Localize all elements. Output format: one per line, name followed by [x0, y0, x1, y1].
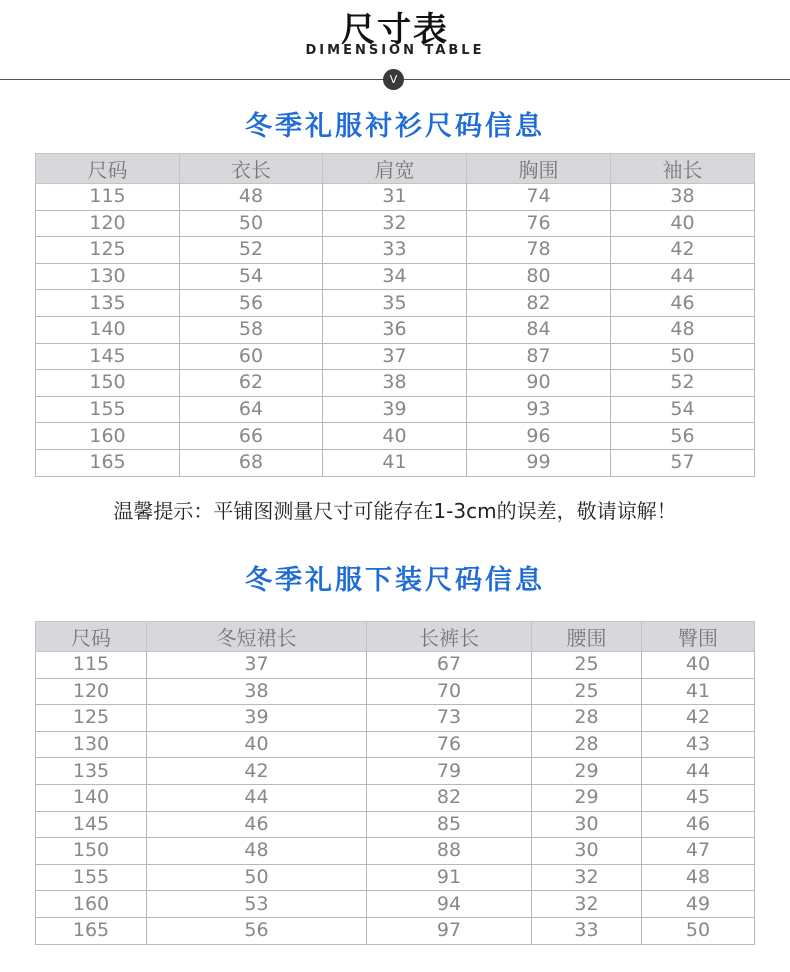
table-cell: 38 [323, 370, 467, 397]
chevron-down-icon: V [383, 69, 404, 90]
column-header: 袖长 [611, 154, 755, 184]
table-row [36, 210, 755, 237]
table-cell: 160 [36, 423, 180, 450]
table-cell: 82 [367, 784, 532, 811]
table-cell: 85 [367, 811, 532, 838]
table-cell: 29 [532, 784, 642, 811]
column-header: 臀围 [642, 622, 755, 652]
table-cell: 30 [532, 811, 642, 838]
table-cell: 50 [180, 210, 323, 237]
column-header: 肩宽 [323, 154, 467, 184]
column-header: 冬短裙长 [147, 622, 367, 652]
table-cell: 52 [611, 370, 755, 397]
table-row [36, 917, 755, 944]
table-cell: 40 [642, 652, 755, 679]
table-cell: 67 [367, 652, 532, 679]
table-cell: 135 [36, 290, 180, 317]
table-cell: 29 [532, 758, 642, 785]
table-cell: 70 [367, 678, 532, 705]
table-row [36, 449, 755, 476]
table-cell: 120 [36, 678, 147, 705]
table-cell: 56 [180, 290, 323, 317]
table-cell: 64 [180, 396, 323, 423]
table-cell: 58 [180, 316, 323, 343]
table-cell: 155 [36, 864, 147, 891]
table-cell: 48 [180, 184, 323, 211]
bottoms-table-body [36, 652, 755, 945]
table-cell: 30 [532, 838, 642, 865]
table-cell: 145 [36, 811, 147, 838]
table-row [36, 678, 755, 705]
table-cell: 44 [147, 784, 367, 811]
table-cell: 41 [642, 678, 755, 705]
table-row [36, 184, 755, 211]
table-cell: 42 [642, 705, 755, 732]
column-header: 腰围 [532, 622, 642, 652]
bottoms-size-table [35, 621, 755, 945]
table-cell: 160 [36, 891, 147, 918]
table-cell: 93 [467, 396, 611, 423]
table-cell: 48 [611, 316, 755, 343]
table-row [36, 864, 755, 891]
table-cell: 38 [611, 184, 755, 211]
table-cell: 82 [467, 290, 611, 317]
table-cell: 48 [147, 838, 367, 865]
table-cell: 31 [323, 184, 467, 211]
table-cell: 96 [467, 423, 611, 450]
table-cell: 46 [642, 811, 755, 838]
table-header-row [36, 154, 755, 184]
column-header: 长裤长 [367, 622, 532, 652]
table-cell: 28 [532, 731, 642, 758]
table-cell: 42 [147, 758, 367, 785]
table-cell: 57 [611, 449, 755, 476]
table-cell: 35 [323, 290, 467, 317]
table-row [36, 237, 755, 264]
table-row [36, 731, 755, 758]
table-cell: 42 [611, 237, 755, 264]
measurement-notice: 温馨提示：平铺图测量尺寸可能存在1-3cm的误差，敬请谅解！ [113, 499, 677, 523]
table-cell: 32 [532, 864, 642, 891]
table-row [36, 838, 755, 865]
table-cell: 125 [36, 705, 147, 732]
table-cell: 60 [180, 343, 323, 370]
table-row [36, 370, 755, 397]
table-cell: 25 [532, 678, 642, 705]
table-cell: 79 [367, 758, 532, 785]
page-subtitle: DIMENSION TABLE [305, 43, 485, 58]
table-cell: 37 [323, 343, 467, 370]
table-cell: 45 [642, 784, 755, 811]
table-cell: 94 [367, 891, 532, 918]
table-cell: 32 [532, 891, 642, 918]
table-cell: 49 [642, 891, 755, 918]
table-cell: 50 [642, 917, 755, 944]
bottoms-section-title: 冬季礼服下装尺码信息 [245, 565, 545, 596]
table-cell: 66 [180, 423, 323, 450]
table-cell: 34 [323, 263, 467, 290]
table-cell: 53 [147, 891, 367, 918]
table-cell: 130 [36, 263, 180, 290]
table-cell: 50 [147, 864, 367, 891]
table-cell: 76 [367, 731, 532, 758]
table-cell: 40 [611, 210, 755, 237]
table-cell: 115 [36, 184, 180, 211]
shirt-table-body [36, 184, 755, 477]
table-cell: 91 [367, 864, 532, 891]
table-cell: 41 [323, 449, 467, 476]
table-cell: 97 [367, 917, 532, 944]
table-cell: 46 [147, 811, 367, 838]
column-header: 衣长 [180, 154, 323, 184]
table-cell: 46 [611, 290, 755, 317]
table-cell: 88 [367, 838, 532, 865]
table-cell: 115 [36, 652, 147, 679]
table-cell: 125 [36, 237, 180, 264]
table-cell: 140 [36, 784, 147, 811]
table-row [36, 891, 755, 918]
table-cell: 50 [611, 343, 755, 370]
table-cell: 39 [323, 396, 467, 423]
table-cell: 150 [36, 370, 180, 397]
table-cell: 140 [36, 316, 180, 343]
table-row [36, 290, 755, 317]
table-cell: 47 [642, 838, 755, 865]
table-cell: 90 [467, 370, 611, 397]
table-cell: 130 [36, 731, 147, 758]
table-header-row [36, 622, 755, 652]
table-cell: 44 [611, 263, 755, 290]
table-cell: 33 [323, 237, 467, 264]
column-header: 尺码 [36, 154, 180, 184]
table-cell: 99 [467, 449, 611, 476]
table-cell: 145 [36, 343, 180, 370]
table-cell: 74 [467, 184, 611, 211]
table-cell: 40 [147, 731, 367, 758]
table-row [36, 263, 755, 290]
table-row [36, 396, 755, 423]
table-cell: 165 [36, 449, 180, 476]
table-cell: 56 [147, 917, 367, 944]
table-cell: 135 [36, 758, 147, 785]
table-cell: 36 [323, 316, 467, 343]
table-cell: 80 [467, 263, 611, 290]
table-row [36, 811, 755, 838]
table-cell: 56 [611, 423, 755, 450]
table-cell: 40 [323, 423, 467, 450]
table-row [36, 343, 755, 370]
table-row [36, 784, 755, 811]
table-row [36, 652, 755, 679]
column-header: 尺码 [36, 622, 147, 652]
table-row [36, 705, 755, 732]
column-header: 胸围 [467, 154, 611, 184]
table-cell: 62 [180, 370, 323, 397]
table-row [36, 423, 755, 450]
table-cell: 25 [532, 652, 642, 679]
table-cell: 155 [36, 396, 180, 423]
table-cell: 54 [611, 396, 755, 423]
table-cell: 44 [642, 758, 755, 785]
shirt-section-title: 冬季礼服衬衫尺码信息 [245, 111, 545, 142]
table-cell: 84 [467, 316, 611, 343]
table-cell: 76 [467, 210, 611, 237]
table-cell: 150 [36, 838, 147, 865]
table-cell: 38 [147, 678, 367, 705]
page-title: 尺寸表 [341, 10, 449, 50]
table-cell: 73 [367, 705, 532, 732]
table-cell: 43 [642, 731, 755, 758]
table-cell: 37 [147, 652, 367, 679]
table-cell: 28 [532, 705, 642, 732]
table-cell: 54 [180, 263, 323, 290]
shirt-size-table [35, 153, 755, 477]
table-cell: 32 [323, 210, 467, 237]
table-cell: 48 [642, 864, 755, 891]
table-cell: 87 [467, 343, 611, 370]
table-cell: 78 [467, 237, 611, 264]
table-row [36, 316, 755, 343]
table-row [36, 758, 755, 785]
table-cell: 120 [36, 210, 180, 237]
table-cell: 33 [532, 917, 642, 944]
table-cell: 165 [36, 917, 147, 944]
table-cell: 68 [180, 449, 323, 476]
table-cell: 52 [180, 237, 323, 264]
table-cell: 39 [147, 705, 367, 732]
